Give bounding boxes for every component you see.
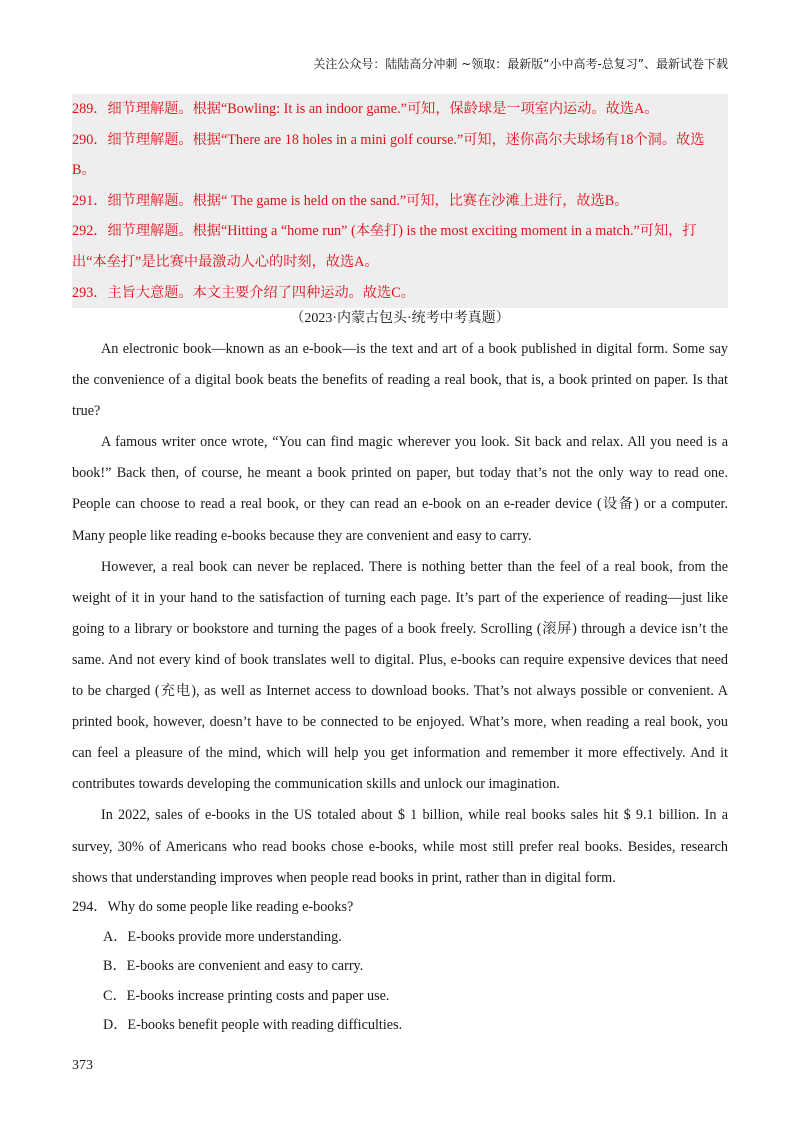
- answer-289: 289．细节理解题。根据“Bowling: It is an indoor game.”可知，保龄球是一项室内运动。故选A。: [72, 101, 659, 117]
- question-stem: 294．Why do some people like reading e-books?: [72, 899, 354, 915]
- passage-paragraph-1: An electronic book—known as an e-book—is the text and art of a book published in digital form. Some say the convenience of a digital book beats the benefits of reading a real book, that is, a book printed on paper. Is that true?: [72, 341, 728, 420]
- passage-paragraph-2: A famous writer once wrote, “You can find magic wherever you look. Sit back and relax. All you need is a book!” Back then, of course, he meant a book printed on paper, but today that’s not the only way to read one. People can choose to read a real book, or they can read an e-book on an e-reader device (设备) or a computer. Many people like reading e-books because they are convenient and easy to carry.: [72, 434, 728, 544]
- passage-paragraph-3: However, a real book can never be replaced. There is nothing better than the feel of a real book, from the weight of it in your hand to the satisfaction of turning each page. It’s part of the experience of reading—just like going to a library or bookstore and turning the pages of a book freely. Scrolling (滚屏) through a device isn’t the same. And not every kind of book translates well to digital. Plus, e-books can require expensive devices that need to be charged (充电), as well as Internet access to download books. That’s not always possible or convenient. A printed book, however, doesn’t have to be connected to be enjoyed. What’s more, when reading a real book, you can feel a pleasure of the mind, which will help you get information and remember it more effectively. And it contributes towards developing the communication skills and unlock our imagination.: [72, 558, 728, 793]
- answer-290: 290．细节理解题。根据“There are 18 holes in a mini golf course.”可知，迷你高尔夫球场有18个洞。故选B。: [72, 131, 705, 179]
- answer-291: 291．细节理解题。根据“ The game is held on the sand.”可知，比赛在沙滩上进行，故选B。: [72, 192, 629, 209]
- exam-source: （2023·内蒙古包头·统考中考真题）: [290, 311, 510, 326]
- option-a: A．E-books provide more understanding.: [103, 928, 342, 945]
- passage-paragraph-4: In 2022, sales of e-books in the US totaled about $ 1 billion, while real books sales hit $ 9.1 billion. In a survey, 30% of Americans who read books chose e-books, while most still prefer real books. Besides, research shows that understanding improves when people read books in print, rather than in digital form.: [72, 807, 728, 886]
- answer-293: 293．主旨大意题。本文主要介绍了四种运动。故选C。: [72, 284, 415, 301]
- reading-passage: [72, 334, 728, 894]
- page-header: 关注公众号：陆陆高分冲刺 ~领取：最新版“小中高考-总复习”、最新试卷下载: [313, 57, 728, 71]
- option-b: B．E-books are convenient and easy to carry.: [103, 958, 364, 974]
- page-number: 373: [72, 1058, 93, 1073]
- answer-292: 292．细节理解题。根据“Hitting a “home run” (本垒打) is the most exciting moment in a match.”可知，打出“本垒打”是比赛中最激动人心的时刻，故选A。: [72, 223, 697, 270]
- option-d: D．E-books benefit people with reading difficulties.: [103, 1017, 403, 1033]
- question-294: [72, 893, 728, 1041]
- answer-explanations: [72, 94, 728, 308]
- option-c: C．E-books increase printing costs and paper use.: [103, 987, 390, 1004]
